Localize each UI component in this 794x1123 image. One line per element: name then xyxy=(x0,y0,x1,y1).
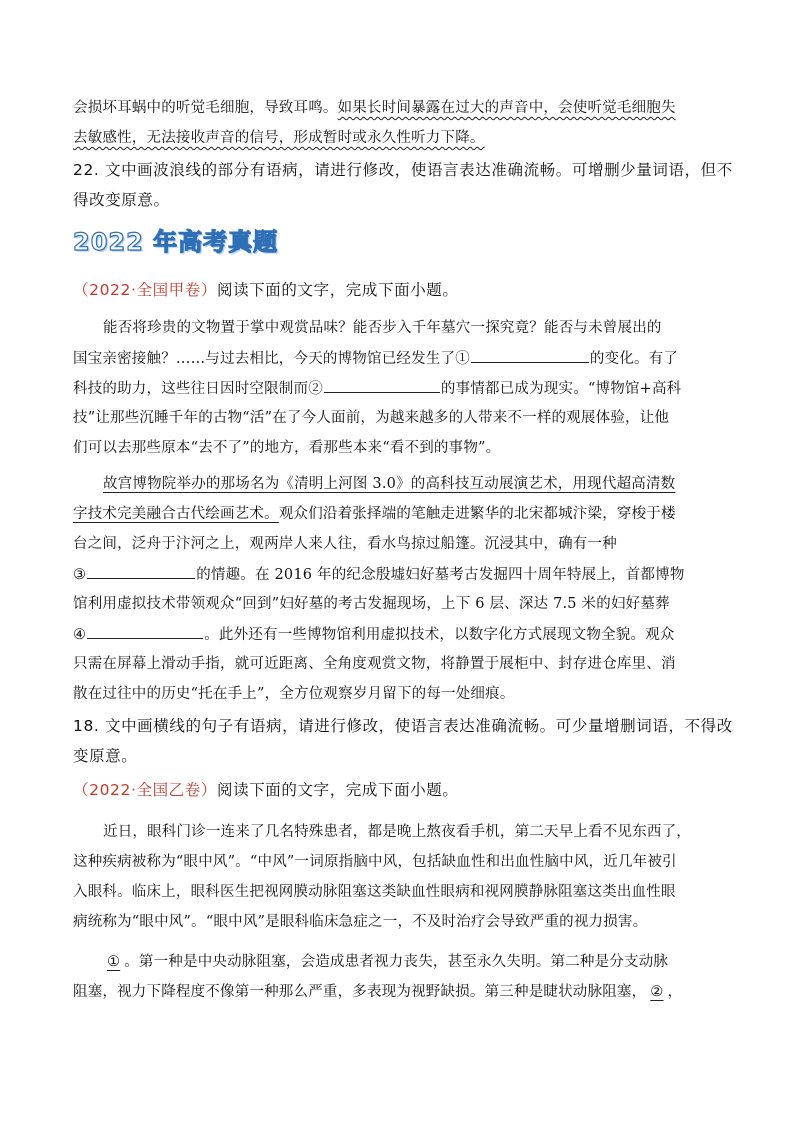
wavy-underlined-text: 去敏感性，无法接收声音的信号，形成暂时或永久性听力下降。 xyxy=(73,130,485,146)
passage-line: 们可以去那些原本“去不了”的地方，看那些本来“看不到的事物”。 xyxy=(73,440,501,456)
passage-text: 科技的助力，这些往日因时空限制而② xyxy=(73,381,323,397)
wavy-underlined-text: 如果长时间暴露在过大的声音中，会使听觉毛细胞失 xyxy=(337,100,676,116)
passage-text: 的变化。有了 xyxy=(589,351,679,367)
passage-line xyxy=(73,562,685,584)
passage-text: 。此外还有一些博物馆利用虚拟技术，以数字化方式展现文物全貌。观众 xyxy=(204,627,675,643)
source-line xyxy=(73,778,459,800)
passage-text: ， xyxy=(667,984,683,1000)
underlined-sentence: 故宫博物院举办的那场名为《清明上河图 3.0》的高科技互动展演艺术，用现代超高清数 xyxy=(103,476,676,492)
blank-number: ③ xyxy=(73,567,87,583)
passage-text: 国宝亲密接触？……与过去相比，今天的博物馆已经发生了① xyxy=(73,351,470,367)
instruction-text: 阅读下面的文字，完成下面小题。 xyxy=(217,281,459,299)
passage-text: 。第一种是中央动脉阻塞，会造成患者视力丧失，甚至永久失明。第二种是分支动脉 xyxy=(124,954,669,970)
passage-line xyxy=(73,96,676,117)
instruction-text: 阅读下面的文字，完成下面小题。 xyxy=(217,781,459,799)
source-tag: 2022·全国甲卷 xyxy=(89,281,201,299)
underlined-sentence: 字技术完美融合古代绘画艺术。 xyxy=(73,506,279,522)
passage-line: 技”让那些沉睡千年的古物“活”在了今人面前，为越来越多的人带来不一样的观展体验，让他 xyxy=(73,410,670,426)
passage-text: 阻塞，视力下降程度不像第一种那么严重，多表现为视野缺损。第三种是睫状动脉阻塞， xyxy=(73,984,647,1000)
question-22-line: 得改变原意。 xyxy=(73,191,170,209)
source-tag: 2022·全国乙卷 xyxy=(89,781,201,799)
passage-line: 馆利用虚拟技术带领观众“回到”妇好墓的考古发掘现场，上下 6 层、深达 7.5 米的妇好墓葬 xyxy=(73,596,670,612)
passage-text: 的情趣。在 2016 年的纪念殷墟妇好墓考古发掘四十周年特展上，首都博物 xyxy=(196,567,685,583)
passage-text: 的事情都已成为现实。“博物馆+高科 xyxy=(440,381,682,397)
source-bracket: （ xyxy=(73,281,90,299)
question-18-line: 变原意。 xyxy=(73,747,138,765)
passage-line xyxy=(73,502,676,523)
source-bracket: ） xyxy=(200,781,217,799)
passage-line: 近日，眼科门诊一连来了几名特殊患者，都是晚上熬夜看手机，第二天早上看不见东西了， xyxy=(103,824,691,840)
passage-line xyxy=(103,472,675,493)
answer-blank[interactable] xyxy=(324,376,440,393)
passage-line xyxy=(73,622,675,644)
answer-blank[interactable] xyxy=(87,562,195,579)
passage-line: 散在过往中的历史“托在手上”，全方位观察岁月留下的每一处细痕。 xyxy=(73,686,515,702)
passage-line: 台之间，泛舟于汴河之上，观两岸人来人往，看水鸟掠过船篷。沉浸其中，确有一种 xyxy=(73,536,617,552)
question-18-line: 18. 文中画横线的句子有语病，请进行修改，使语言表达准确流畅。可少量增删词语，不得改 xyxy=(73,717,733,735)
question-22-line: 22. 文中画波浪线的部分有语病，请进行修改，使语言表达准确流畅。可增删少量词语，但不 xyxy=(73,161,733,179)
answer-blank[interactable] xyxy=(87,622,203,639)
passage-line: 能否将珍贵的文物置于掌中观赏品味？能否步入千年墓穴一探究竟？能否与未曾展出的 xyxy=(103,320,662,336)
answer-blank[interactable] xyxy=(471,346,589,363)
passage-line xyxy=(73,980,682,1001)
passage-line: 只需在屏幕上滑动手指，就可近距离、全角度观赏文物，将静置于展柜中、封存进仓库里、消 xyxy=(73,656,676,672)
passage-line xyxy=(103,950,668,971)
passage-line: 这种疾病被称为“眼中风”。“中风”一词原指脑中风，包括缺血性和出血性脑中风，近几年被引 xyxy=(73,854,677,870)
source-line xyxy=(73,278,459,300)
passage-line xyxy=(73,376,681,398)
answer-blank[interactable]: ① xyxy=(107,954,121,970)
passage-line xyxy=(73,346,678,368)
blank-number: ④ xyxy=(73,627,87,643)
passage-line xyxy=(73,126,485,147)
source-bracket: ） xyxy=(200,281,217,299)
passage-text: 观众们沿着张择端的笔触走进繁华的北宋都城汴梁，穿梭于楼 xyxy=(278,506,676,522)
section-heading: 2022 年高考真题 xyxy=(73,228,279,256)
passage-line: 入眼科。临床上，眼科医生把视网膜动脉阻塞这类缺血性眼病和视网膜静脉阻塞这类出血性眼 xyxy=(73,884,676,900)
passage-text: 会损坏耳蜗中的听觉毛细胞，导致耳鸣。 xyxy=(73,100,338,116)
answer-blank[interactable]: ② xyxy=(650,984,664,1000)
passage-line: 病统称为“眼中风”。“眼中风”是眼科临床急症之一，不及时治疗会导致严重的视力损害。 xyxy=(73,914,648,930)
source-bracket: （ xyxy=(73,781,90,799)
